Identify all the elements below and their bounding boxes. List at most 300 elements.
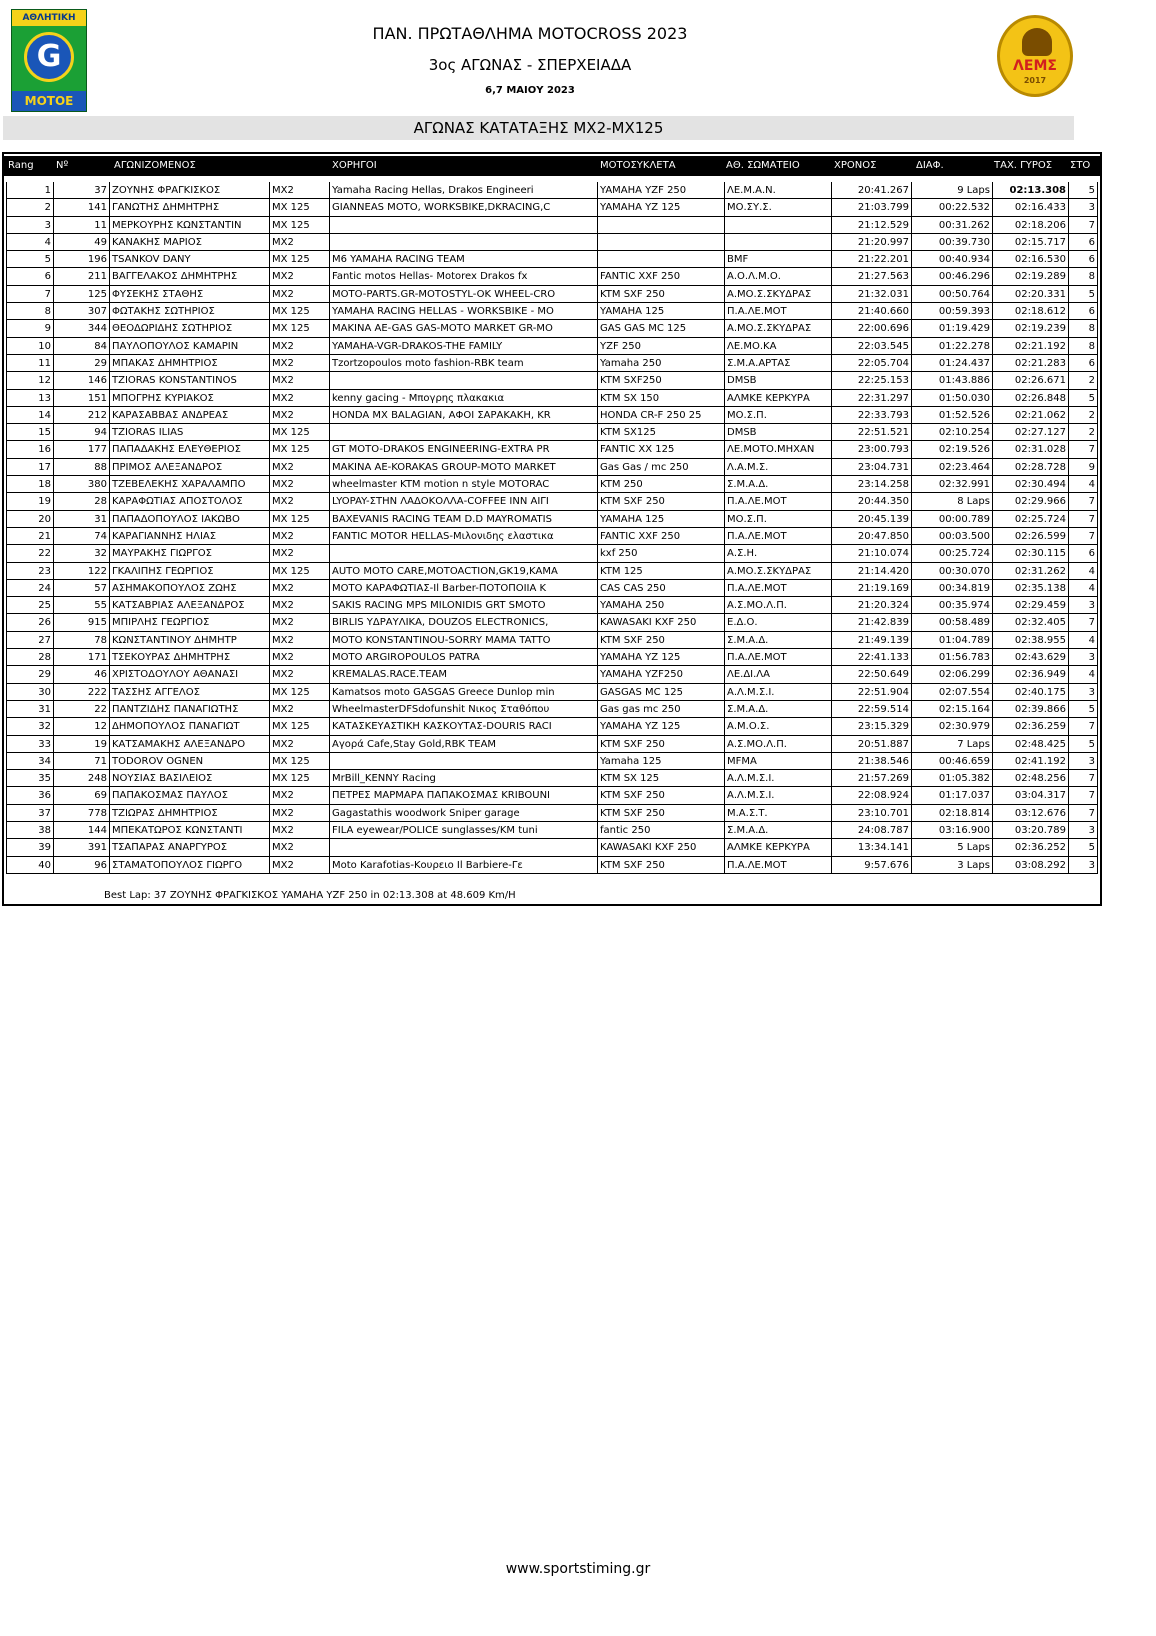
table-row [6, 753, 1098, 770]
motorcycle-cell: YAMAHA 125 [598, 303, 725, 320]
table-row [6, 580, 1098, 597]
number-cell: 78 [54, 632, 110, 649]
sto-cell: 3 [1069, 597, 1098, 614]
time-cell: 22:08.924 [832, 787, 912, 804]
number-cell: 248 [54, 770, 110, 787]
best-lap-cell: 02:43.629 [993, 649, 1069, 666]
rank-cell: 21 [6, 528, 54, 545]
time-cell: 22:51.904 [832, 684, 912, 701]
table-row [6, 459, 1098, 476]
club-cell: Α.Σ.ΜΟ.Λ.Π. [725, 736, 832, 753]
sponsors-cell: MOTO-PARTS.GR-MOTOSTYL-OK WHEEL-CRO [330, 286, 598, 303]
rank-cell: 3 [6, 217, 54, 234]
motorcycle-cell: CAS CAS 250 [598, 580, 725, 597]
number-cell: 37 [54, 182, 110, 199]
sponsors-cell: BAXEVANIS RACING TEAM D.D MAYROMATIS [330, 511, 598, 528]
rank-cell: 24 [6, 580, 54, 597]
club-cell: Α.Ο.Λ.Μ.Ο. [725, 268, 832, 285]
motorcycle-cell: YAMAHA 125 [598, 511, 725, 528]
rider-cell: ΚΑΤΣΑΒΡΙΑΣ ΑΛΕΞΑΝΔΡΟΣ [110, 597, 270, 614]
rider-cell: ΔΗΜΟΠΟΥΛΟΣ ΠΑΝΑΓΙΩΤ [110, 718, 270, 735]
rank-cell: 35 [6, 770, 54, 787]
motorcycle-cell: GASGAS MC 125 [598, 684, 725, 701]
number-cell: 177 [54, 441, 110, 458]
rank-cell: 32 [6, 718, 54, 735]
number-cell: 46 [54, 666, 110, 683]
club-cell: ΜΟ.Σ.Π. [725, 511, 832, 528]
logo-g-icon: G [24, 32, 74, 82]
club-cell: Σ.Μ.Α.Δ. [725, 822, 832, 839]
table-row [6, 563, 1098, 580]
diff-cell: 01:56.783 [912, 649, 993, 666]
table-row [6, 857, 1098, 874]
table-row [6, 441, 1098, 458]
sponsors-cell: Fantic motos Hellas- Motorex Drakos fx [330, 268, 598, 285]
best-lap-info: Best Lap: 37 ΖΟΥΝΗΣ ΦΡΑΓΚΙΣΚΟΣ YAMAHA YZF 250 in 02:13.308 at 48.609 Km/H [104, 890, 516, 901]
sto-cell: 4 [1069, 666, 1098, 683]
class-cell: MX2 [270, 476, 330, 493]
diff-cell: 00:39.730 [912, 234, 993, 251]
motorcycle-cell: KTM SXF 250 [598, 286, 725, 303]
best-lap-cell: 02:31.028 [993, 441, 1069, 458]
diff-cell: 02:19.526 [912, 441, 993, 458]
diff-cell: 01:43.886 [912, 372, 993, 389]
col-diff: ΔΙΑΦ. [916, 160, 944, 171]
sto-cell: 7 [1069, 493, 1098, 510]
class-cell: MX2 [270, 614, 330, 631]
rank-cell: 10 [6, 338, 54, 355]
best-lap-cell: 02:41.192 [993, 753, 1069, 770]
time-cell: 22:51.521 [832, 424, 912, 441]
best-lap-cell: 02:38.955 [993, 632, 1069, 649]
sponsors-cell [330, 372, 598, 389]
motorcycle-cell: KTM 125 [598, 563, 725, 580]
time-cell: 21:32.031 [832, 286, 912, 303]
best-lap-cell: 02:18.206 [993, 217, 1069, 234]
club-cell: ΛΕ.ΔΙ.ΛΑ [725, 666, 832, 683]
sponsors-cell [330, 545, 598, 562]
number-cell: 212 [54, 407, 110, 424]
diff-cell: 03:16.900 [912, 822, 993, 839]
best-lap-cell: 02:30.115 [993, 545, 1069, 562]
table-row [6, 286, 1098, 303]
rider-cell: TSANKOV DANY [110, 251, 270, 268]
motorcycle-cell: YAMAHA YZF250 [598, 666, 725, 683]
motorcycle-cell: FANTIC XX 125 [598, 441, 725, 458]
class-cell: MX2 [270, 234, 330, 251]
number-cell: 94 [54, 424, 110, 441]
rank-cell: 23 [6, 563, 54, 580]
number-cell: 71 [54, 753, 110, 770]
motorcycle-cell [598, 234, 725, 251]
best-lap-cell: 02:21.283 [993, 355, 1069, 372]
motorcycle-cell: KTM SXF 250 [598, 787, 725, 804]
rider-cell: ΜΠΕΚΑΤΩΡΟΣ ΚΩΝΣΤΑΝΤΙ [110, 822, 270, 839]
rider-cell: ΠΑΥΛΟΠΟΥΛΟΣ ΚΑΜΑΡΙΝ [110, 338, 270, 355]
diff-cell: 01:50.030 [912, 390, 993, 407]
number-cell: 151 [54, 390, 110, 407]
rider-cell: ΠΑΠΑΔΑΚΗΣ ΕΛΕΥΘΕΡΙΟΣ [110, 441, 270, 458]
table-row [6, 407, 1098, 424]
sto-cell: 7 [1069, 441, 1098, 458]
table-row [6, 268, 1098, 285]
number-cell: 171 [54, 649, 110, 666]
table-row [6, 632, 1098, 649]
diff-cell: 00:46.659 [912, 753, 993, 770]
motorcycle-cell: KTM 250 [598, 476, 725, 493]
sponsors-cell: Gagastathis woodwork Sniper garage [330, 805, 598, 822]
number-cell: 380 [54, 476, 110, 493]
club-cell [725, 234, 832, 251]
number-cell: 96 [54, 857, 110, 874]
sponsors-cell [330, 753, 598, 770]
class-cell: MX2 [270, 649, 330, 666]
best-lap-cell: 02:30.494 [993, 476, 1069, 493]
athletic-motoe-logo [11, 9, 87, 112]
number-cell: 49 [54, 234, 110, 251]
rider-cell: ΦΩΤΑΚΗΣ ΣΩΤΗΡΙΟΣ [110, 303, 270, 320]
sponsors-cell: GIANNEAS MOTO, WORKSBIKE,DKRACING,C [330, 199, 598, 216]
club-cell: Α.Λ.Μ.Σ.Ι. [725, 787, 832, 804]
motorcycle-cell: YAMAHA YZF 250 [598, 182, 725, 199]
best-lap-cell: 02:13.308 [993, 182, 1069, 199]
sto-cell: 7 [1069, 217, 1098, 234]
time-cell: 22:00.696 [832, 320, 912, 337]
club-cell: Π.Α.ΛΕ.ΜΟΤ [725, 493, 832, 510]
motorcycle-cell: Gas Gas / mc 250 [598, 459, 725, 476]
rank-cell: 12 [6, 372, 54, 389]
motorcycle-cell: KTM SX125 [598, 424, 725, 441]
sponsors-cell: ΠΕΤΡΕΣ ΜΑΡΜΑΡΑ ΠΑΠΑΚΟΣΜΑΣ KRIBOUNI [330, 787, 598, 804]
club-cell: Α.ΜΟ.Σ.ΣΚΥΔΡΑΣ [725, 286, 832, 303]
number-cell: 32 [54, 545, 110, 562]
rank-cell: 8 [6, 303, 54, 320]
rider-cell: ΑΣΗΜΑΚΟΠΟΥΛΟΣ ΖΩΗΣ [110, 580, 270, 597]
sponsors-cell: MOTO ARGIROPOULOS PATRA [330, 649, 598, 666]
rider-cell: ΠΑΠΑΔΟΠΟΥΛΟΣ ΙΑΚΩΒΟ [110, 511, 270, 528]
table-row [6, 597, 1098, 614]
sponsors-cell: WheelmasterDFSdofunshit Νικος Σταθόπου [330, 701, 598, 718]
motorcycle-cell: FANTIC XXF 250 [598, 268, 725, 285]
sponsors-cell: ΚΑΤΑΣΚΕΥΑΣΤΙΚΗ ΚΑΣΚΟΥΤΑΣ-DOURIS RACI [330, 718, 598, 735]
class-cell: MX 125 [270, 199, 330, 216]
table-row [6, 545, 1098, 562]
class-cell: MX2 [270, 545, 330, 562]
best-lap-cell: 02:19.289 [993, 268, 1069, 285]
diff-cell: 00:59.393 [912, 303, 993, 320]
diff-cell: 00:35.974 [912, 597, 993, 614]
sto-cell: 8 [1069, 268, 1098, 285]
number-cell: 122 [54, 563, 110, 580]
time-cell: 13:34.141 [832, 839, 912, 856]
time-cell: 24:08.787 [832, 822, 912, 839]
best-lap-cell: 02:15.717 [993, 234, 1069, 251]
rider-cell: ΤΖΕΒΕΛΕΚΗΣ ΧΑΡΑΛΑΜΠΟ [110, 476, 270, 493]
table-row [6, 355, 1098, 372]
table-row [6, 390, 1098, 407]
club-cell: Α.Μ.Ο.Σ. [725, 718, 832, 735]
time-cell: 22:50.649 [832, 666, 912, 683]
rider-cell: ΚΩΝΣΤΑΝΤΙΝΟΥ ΔΗΜΗΤΡ [110, 632, 270, 649]
diff-cell: 00:25.724 [912, 545, 993, 562]
best-lap-cell: 02:31.262 [993, 563, 1069, 580]
sponsors-cell: MrBill_KENNY Racing [330, 770, 598, 787]
club-cell: ΑΛΜΚΕ ΚΕΡΚΥΡΑ [725, 390, 832, 407]
race-title: ΑΓΩΝΑΣ ΚΑΤΑΤΑΞΗΣ MX2-MX125 [3, 116, 1074, 140]
diff-cell: 00:30.070 [912, 563, 993, 580]
rider-cell: TZIORAS ILIAS [110, 424, 270, 441]
time-cell: 21:22.201 [832, 251, 912, 268]
motorcycle-cell: GAS GAS MC 125 [598, 320, 725, 337]
class-cell: MX2 [270, 701, 330, 718]
table-row [6, 320, 1098, 337]
diff-cell: 01:22.278 [912, 338, 993, 355]
number-cell: 69 [54, 787, 110, 804]
best-lap-cell: 02:26.599 [993, 528, 1069, 545]
col-rider: ΑΓΩΝΙΖΟΜΕΝΟΣ [114, 160, 196, 171]
class-cell: MX2 [270, 459, 330, 476]
rank-cell: 16 [6, 441, 54, 458]
best-lap-cell: 02:28.728 [993, 459, 1069, 476]
table-row [6, 770, 1098, 787]
sponsors-cell: FANTIC MOTOR HELLAS-Μιλονιδης ελαστικα [330, 528, 598, 545]
table-row [6, 649, 1098, 666]
time-cell: 21:57.269 [832, 770, 912, 787]
class-cell: MX2 [270, 528, 330, 545]
table-row [6, 666, 1098, 683]
time-cell: 22:33.793 [832, 407, 912, 424]
event-title: 3ος ΑΓΩΝΑΣ - ΣΠΕΡΧΕΙΑΔΑ [428, 56, 632, 74]
time-cell: 20:44.350 [832, 493, 912, 510]
sponsors-cell: LYOPAY-ΣΤΗΝ ΛΑΔΟΚΟΛΛΑ-COFFEE INN ΑΙΓΙ [330, 493, 598, 510]
class-cell: MX2 [270, 580, 330, 597]
rider-cell: ΚΑΝΑΚΗΣ ΜΑΡΙΟΣ [110, 234, 270, 251]
sto-cell: 7 [1069, 718, 1098, 735]
club-cell: Σ.Μ.Α.Δ. [725, 701, 832, 718]
rank-cell: 6 [6, 268, 54, 285]
motorcycle-cell: KTM SX 125 [598, 770, 725, 787]
motorcycle-cell: Yamaha 125 [598, 753, 725, 770]
club-cell: Σ.Μ.Α.ΑΡΤΑΣ [725, 355, 832, 372]
number-cell: 391 [54, 839, 110, 856]
rank-cell: 38 [6, 822, 54, 839]
motorcycle-cell: YAMAHA 250 [598, 597, 725, 614]
table-row [6, 822, 1098, 839]
number-cell: 344 [54, 320, 110, 337]
number-cell: 196 [54, 251, 110, 268]
club-cell: Π.Α.ΛΕ.ΜΟΤ [725, 857, 832, 874]
diff-cell: 9 Laps [912, 182, 993, 199]
rank-cell: 5 [6, 251, 54, 268]
col-number: Nº [56, 160, 69, 171]
table-header [4, 156, 1100, 176]
club-cell: BMF [725, 251, 832, 268]
diff-cell: 01:17.037 [912, 787, 993, 804]
best-lap-cell: 03:08.292 [993, 857, 1069, 874]
sponsors-cell: YAMAHA-VGR-DRAKOS-THE FAMILY [330, 338, 598, 355]
rank-cell: 36 [6, 787, 54, 804]
sto-cell: 4 [1069, 580, 1098, 597]
sto-cell: 3 [1069, 649, 1098, 666]
sponsors-cell: BIRLIS ΥΔΡΑΥΛΙΚΑ, DOUZOS ELECTRONICS, [330, 614, 598, 631]
number-cell: 74 [54, 528, 110, 545]
time-cell: 21:20.997 [832, 234, 912, 251]
club-cell: Α.ΜΟ.Σ.ΣΚΥΔΡΑΣ [725, 563, 832, 580]
number-cell: 915 [54, 614, 110, 631]
col-time: ΧΡΟΝΟΣ [834, 160, 877, 171]
rank-cell: 14 [6, 407, 54, 424]
table-body [6, 182, 1098, 874]
club-cell: ΛΕ.ΜΟΤΟ.ΜΗΧΑΝ [725, 441, 832, 458]
sto-cell: 5 [1069, 839, 1098, 856]
diff-cell: 00:03.500 [912, 528, 993, 545]
table-row [6, 528, 1098, 545]
diff-cell: 00:50.764 [912, 286, 993, 303]
motorcycle-cell: Yamaha 250 [598, 355, 725, 372]
table-row [6, 372, 1098, 389]
sponsors-cell: wheelmaster KTM motion n style MOTORAC [330, 476, 598, 493]
class-cell: MX 125 [270, 718, 330, 735]
rider-cell: ΓΚΑΛΙΠΗΣ ΓΕΩΡΓΙΟΣ [110, 563, 270, 580]
sponsors-cell: MOTO KONSTANTINOU-SORRY MAMA TATTO [330, 632, 598, 649]
class-cell: MX2 [270, 666, 330, 683]
number-cell: 141 [54, 199, 110, 216]
best-lap-cell: 03:04.317 [993, 787, 1069, 804]
sto-cell: 4 [1069, 476, 1098, 493]
rider-cell: ΚΑΤΣΑΜΑΚΗΣ ΑΛΕΞΑΝΔΡΟ [110, 736, 270, 753]
sponsors-cell: Yamaha Racing Hellas, Drakos Engineeri [330, 182, 598, 199]
rider-cell: ΜΕΡΚΟΥΡΗΣ ΚΩΝΣΤΑΝΤΙΝ [110, 217, 270, 234]
motorcycle-cell [598, 251, 725, 268]
time-cell: 21:12.529 [832, 217, 912, 234]
sto-cell: 9 [1069, 459, 1098, 476]
sto-cell: 7 [1069, 614, 1098, 631]
motorcycle-cell: YZF 250 [598, 338, 725, 355]
sponsors-cell: YAMAHA RACING HELLAS - WORKSBIKE - MO [330, 303, 598, 320]
footer-website: www.sportstiming.gr [505, 1561, 651, 1577]
sto-cell: 4 [1069, 632, 1098, 649]
sponsors-cell: AUTO MOTO CARE,MOTOACTION,GK19,ΚΑΜΑ [330, 563, 598, 580]
club-cell: Σ.Μ.Α.Δ. [725, 476, 832, 493]
rider-cell: ΤΖΙΩΡΑΣ ΔΗΜΗΤΡΙΟΣ [110, 805, 270, 822]
motorcycle-cell: KTM SXF 250 [598, 857, 725, 874]
class-cell: MX 125 [270, 303, 330, 320]
diff-cell: 01:04.789 [912, 632, 993, 649]
rank-cell: 11 [6, 355, 54, 372]
sponsors-cell [330, 424, 598, 441]
table-row [6, 805, 1098, 822]
best-lap-cell: 02:39.866 [993, 701, 1069, 718]
best-lap-cell: 02:48.425 [993, 736, 1069, 753]
time-cell: 21:38.546 [832, 753, 912, 770]
time-cell: 22:25.153 [832, 372, 912, 389]
col-sto: ΣΤΟ [1070, 160, 1091, 171]
time-cell: 22:03.545 [832, 338, 912, 355]
sponsors-cell: KREMALAS.RACE.TEAM [330, 666, 598, 683]
class-cell: MX 125 [270, 251, 330, 268]
sto-cell: 3 [1069, 857, 1098, 874]
class-cell: MX 125 [270, 320, 330, 337]
club-cell: Α.Σ.Η. [725, 545, 832, 562]
time-cell: 22:05.704 [832, 355, 912, 372]
rider-cell: ΒΑΓΓΕΛΑΚΟΣ ΔΗΜΗΤΡΗΣ [110, 268, 270, 285]
time-cell: 21:40.660 [832, 303, 912, 320]
best-lap-cell: 03:20.789 [993, 822, 1069, 839]
club-cell: Π.Α.ΛΕ.ΜΟΤ [725, 649, 832, 666]
club-cell: Π.Α.ΛΕ.ΜΟΤ [725, 528, 832, 545]
rank-cell: 30 [6, 684, 54, 701]
class-cell: MX2 [270, 390, 330, 407]
sto-cell: 7 [1069, 511, 1098, 528]
best-lap-cell: 02:19.239 [993, 320, 1069, 337]
best-lap-cell: 02:48.256 [993, 770, 1069, 787]
motorcycle-cell: HONDA CR-F 250 25 [598, 407, 725, 424]
rank-cell: 39 [6, 839, 54, 856]
rank-cell: 18 [6, 476, 54, 493]
table-row [6, 614, 1098, 631]
number-cell: 11 [54, 217, 110, 234]
diff-cell: 01:24.437 [912, 355, 993, 372]
rider-cell: TZIORAS KONSTANTINOS [110, 372, 270, 389]
diff-cell: 00:34.819 [912, 580, 993, 597]
rider-cell: ΚΑΡΑΓΙΑΝΝΗΣ ΗΛΙΑΣ [110, 528, 270, 545]
col-rang: Rang [8, 160, 34, 171]
rank-cell: 31 [6, 701, 54, 718]
class-cell: MX2 [270, 736, 330, 753]
best-lap-cell: 02:18.612 [993, 303, 1069, 320]
number-cell: 28 [54, 493, 110, 510]
lems-logo-text: ΛΕΜΣ [1013, 58, 1057, 74]
table-row [6, 338, 1098, 355]
number-cell: 144 [54, 822, 110, 839]
motorcycle-cell: Gas gas mc 250 [598, 701, 725, 718]
table-row [6, 718, 1098, 735]
sto-cell: 7 [1069, 787, 1098, 804]
time-cell: 20:51.887 [832, 736, 912, 753]
class-cell: MX2 [270, 597, 330, 614]
time-cell: 20:45.139 [832, 511, 912, 528]
results-table [2, 152, 1102, 906]
time-cell: 21:10.074 [832, 545, 912, 562]
rank-cell: 26 [6, 614, 54, 631]
motorcycle-cell [598, 217, 725, 234]
best-lap-cell: 02:26.848 [993, 390, 1069, 407]
table-row [6, 787, 1098, 804]
time-cell: 23:04.731 [832, 459, 912, 476]
diff-cell: 01:19.429 [912, 320, 993, 337]
number-cell: 12 [54, 718, 110, 735]
motorcycle-cell: YAMAHA YZ 125 [598, 199, 725, 216]
class-cell: MX2 [270, 182, 330, 199]
rider-cell: ΤΑΣΣΗΣ ΑΓΓΕΛΟΣ [110, 684, 270, 701]
rider-cell: TODOROV OGNEN [110, 753, 270, 770]
table-row [6, 839, 1098, 856]
rank-cell: 9 [6, 320, 54, 337]
diff-cell: 8 Laps [912, 493, 993, 510]
rank-cell: 27 [6, 632, 54, 649]
best-lap-cell: 02:16.530 [993, 251, 1069, 268]
diff-cell: 00:46.296 [912, 268, 993, 285]
class-cell: MX2 [270, 632, 330, 649]
class-cell: MX 125 [270, 424, 330, 441]
sponsors-cell: SAKIS RACING MPS MILONIDIS GRT SMOTO [330, 597, 598, 614]
class-cell: MX2 [270, 857, 330, 874]
number-cell: 88 [54, 459, 110, 476]
rider-cell: ΠΑΝΤΖΙΔΗΣ ΠΑΝΑΓΙΩΤΗΣ [110, 701, 270, 718]
class-cell: MX2 [270, 822, 330, 839]
class-cell: MX 125 [270, 441, 330, 458]
diff-cell: 00:31.262 [912, 217, 993, 234]
